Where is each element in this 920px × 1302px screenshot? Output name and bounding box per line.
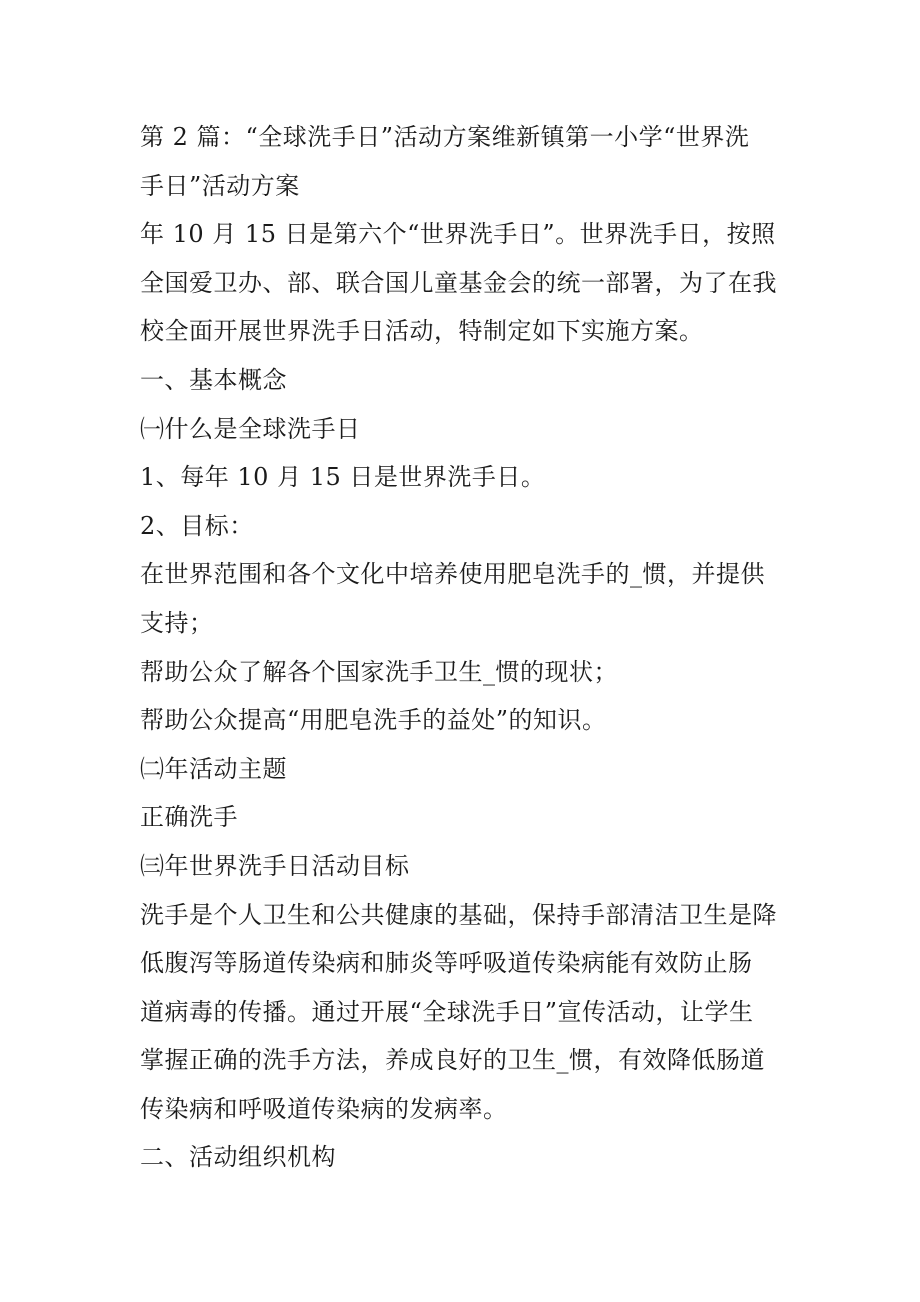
goals-paragraph-line-2: 低腹泻等肠道传染病和肺炎等呼吸道传染病能有效防止肠 [140, 949, 753, 978]
theme-text: 正确洗手 [140, 803, 238, 832]
title-line-1: 第 2 篇：“全球洗手日”活动方案维新镇第一小学“世界洗 [140, 123, 750, 151]
section-heading-organization: 二、活动组织机构 [140, 1143, 336, 1172]
subheading-activity-theme: ㈡年活动主题 [140, 754, 287, 783]
intro-line-1: 年 10 月 15 日是第六个“世界洗手日”。世界洗手日，按照 [140, 220, 776, 249]
list-item-date: 1、每年 10 月 15 日是世界洗手日。 [140, 463, 546, 492]
goal-line-4: 帮助公众提高“用肥皂洗手的益处”的知识。 [140, 706, 607, 735]
intro-line-2: 全国爱卫办、部、联合国儿童基金会的统一部署，为了在我 [140, 268, 777, 297]
goals-paragraph-line-3: 道病毒的传播。通过开展“全球洗手日”宣传活动，让学生 [140, 997, 754, 1026]
goal-line-1: 在世界范围和各个文化中培养使用肥皂洗手的_惯，并提供 [140, 560, 765, 589]
goals-paragraph-line-1: 洗手是个人卫生和公共健康的基础，保持手部清洁卫生是降 [140, 900, 777, 929]
goals-paragraph-line-4: 掌握正确的洗手方法，养成良好的卫生_惯，有效降低肠道 [140, 1046, 765, 1075]
title-line-2: 手日”活动方案 [140, 171, 300, 200]
goal-line-3: 帮助公众了解各个国家洗手卫生_惯的现状； [140, 657, 618, 686]
section-heading-basic-concepts: 一、基本概念 [140, 365, 287, 394]
goals-paragraph-line-5: 传染病和呼吸道传染病的发病率。 [140, 1094, 508, 1123]
intro-line-3: 校全面开展世界洗手日活动，特制定如下实施方案。 [140, 317, 704, 346]
subheading-activity-goals: ㈢年世界洗手日活动目标 [140, 851, 410, 880]
goal-line-2: 支持； [140, 608, 214, 637]
list-item-goals: 2、目标： [140, 511, 254, 540]
subheading-what-is-handwashing-day: ㈠什么是全球洗手日 [140, 414, 361, 443]
document-body [140, 113, 785, 1182]
